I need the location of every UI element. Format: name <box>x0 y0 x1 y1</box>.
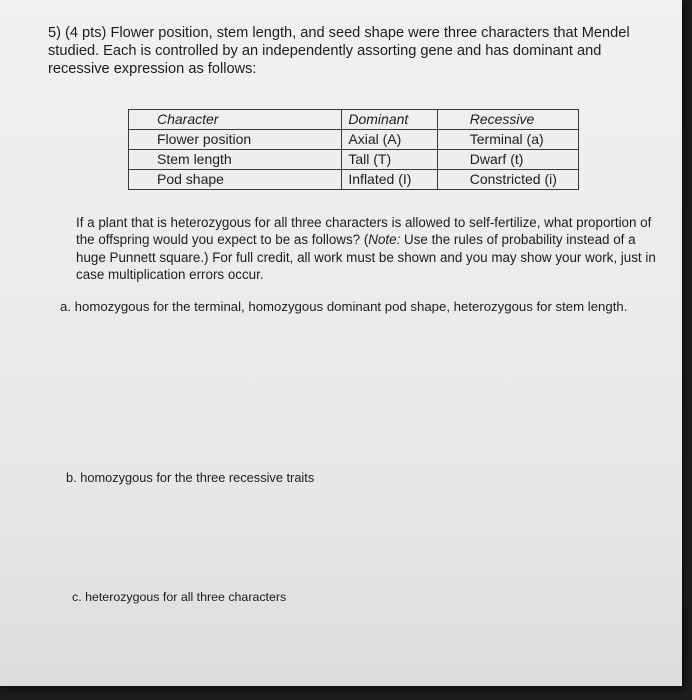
table-cell: Stem length <box>129 150 342 170</box>
table-cell: Pod shape <box>129 170 342 190</box>
instructions-text: If a plant that is heterozygous for all three characters is allowed to self-fertilize, what proportion of the offspring would you expect to be as follows? ( <box>76 215 652 248</box>
table-row <box>129 150 579 170</box>
traits-table <box>128 109 579 190</box>
table-cell: Tall (T) <box>342 150 437 170</box>
table-header-cell: Dominant <box>342 110 437 130</box>
table-header-cell: Recessive <box>437 110 578 130</box>
table-header-cell: Character <box>129 110 342 130</box>
table-cell: Axial (A) <box>342 130 437 150</box>
question-header: 5) (4 pts) Flower position, stem length, and seed shape were three characters that Mendel studied. Each is controlled by an independently assorting gene and has dominant and recessive expression as follows: <box>48 25 630 77</box>
table-cell: Inflated (I) <box>342 170 437 190</box>
part-c-question: c. heterozygous for all three characters <box>72 590 287 604</box>
table-cell: Terminal (a) <box>437 130 578 150</box>
part-a-question: a. homozygous for the terminal, homozygous dominant pod shape, heterozygous for stem length. <box>60 299 628 314</box>
part-b-question: b. homozygous for the three recessive traits <box>66 470 315 485</box>
instructions-paragraph <box>76 214 666 284</box>
table-row <box>129 170 579 190</box>
table-cell: Flower position <box>129 130 342 150</box>
instructions-text: Use the rules of probability instead of a huge Punnett square.) For full credit, all work must be shown and you may show your work, just in case multiplication errors occur. <box>76 232 656 283</box>
table-row <box>129 130 579 150</box>
table-cell: Constricted (i) <box>437 170 578 190</box>
table-header-row <box>129 110 579 130</box>
table-cell: Dwarf (t) <box>437 150 578 170</box>
note-label: Note: <box>368 232 401 248</box>
